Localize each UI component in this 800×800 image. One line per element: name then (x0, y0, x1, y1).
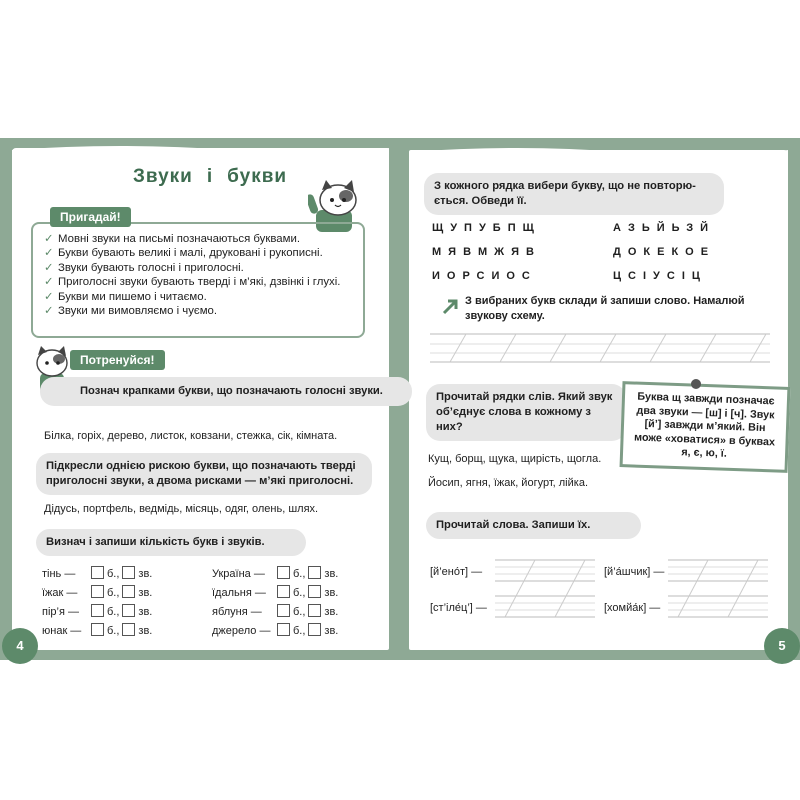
count-row: Україна — б., зв. (212, 568, 339, 580)
check-icon: ✓ (44, 276, 54, 289)
words-shch: Кущ, борщ, щука, щирість, щогла. (428, 453, 602, 465)
count-column-right (212, 566, 338, 638)
list-item: ✓ Букви бувають великі і малі, друковані і рукописні. (44, 247, 323, 260)
list-item: ✓ Звуки ми вимовляємо і чуємо. (44, 305, 218, 318)
count-row: джерело — б., зв. (212, 625, 339, 637)
check-icon: ✓ (44, 290, 54, 303)
letter-row: ЩУПУБПЩ (432, 222, 541, 234)
arrow-icon (441, 296, 461, 316)
letter-rows-right (613, 222, 715, 294)
task-write-words: Прочитай слова. Запиши їх. (426, 512, 641, 539)
transcription-item: [й’ено́т] — (430, 566, 483, 578)
practice-tag: Потренуйся! (70, 350, 165, 370)
remember-tag: Пригадай! (50, 207, 131, 227)
count-row: юнак — б., зв. (42, 625, 153, 637)
transcription-item: [ст’іле́ц’] — (430, 602, 487, 614)
count-row: їжак — б., зв. (42, 587, 153, 599)
count-column-left (42, 566, 152, 638)
sounds-count-checkbox[interactable] (122, 566, 135, 579)
transcription-item: [хомйа́к] — (604, 602, 661, 614)
letter-row: АЗЬЙЬЗЙ (613, 222, 716, 234)
letter-row: ИОРСИОС (432, 270, 537, 282)
task-letters: З кожного рядка вибери букву, що не повторю-ється. Обведи її. (424, 173, 724, 215)
count-row: яблуня — б., зв. (212, 606, 339, 618)
rules-list (44, 232, 358, 318)
letters-count-checkbox[interactable] (91, 585, 104, 598)
letter-row: МЯВМЖЯВ (432, 246, 541, 258)
sounds-count-checkbox[interactable] (122, 604, 135, 617)
words-consonants: Дідусь, портфель, ведмідь, місяць, одяг, олень, шлях. (44, 503, 319, 515)
count-row: пір’я — б., зв. (42, 606, 153, 618)
letter-row: ДОКЕКОЕ (613, 246, 716, 258)
list-item: ✓ Приголосні звуки бувають тверді і м’які, дзвінкі і глухі. (44, 276, 341, 289)
page-number-left: 4 (2, 628, 38, 664)
rule-note-card: Буква щ завжди позначає два звуки — [ш] і [ч]. Звук [й’] завжди м’який. Він може «ховатися» в буквах я, є, ю, ї. (620, 381, 791, 472)
page-title: Звуки і букви (133, 166, 288, 187)
letters-count-checkbox[interactable] (277, 585, 290, 598)
task-vowels: Познач крапками букви, що позначають голосні звуки. (40, 377, 412, 406)
letter-row: ЦСІУСІЦ (613, 270, 707, 282)
sounds-count-checkbox[interactable] (122, 623, 135, 636)
task-count: Визнач і запиши кількість букв і звуків. (36, 529, 306, 556)
check-icon: ✓ (44, 233, 54, 245)
sounds-count-checkbox[interactable] (122, 585, 135, 598)
letters-count-checkbox[interactable] (277, 604, 290, 617)
list-item: ✓ Звуки бувають голосні і приголосні. (44, 261, 244, 274)
writing-lines[interactable] (430, 330, 770, 364)
check-icon: ✓ (44, 261, 54, 274)
list-item: ✓ Мовні звуки на письмі позначаються буквами. (44, 233, 300, 245)
letters-count-checkbox[interactable] (91, 604, 104, 617)
sounds-count-checkbox[interactable] (308, 566, 321, 579)
list-item: ✓ Букви ми пишемо і читаємо. (44, 290, 207, 303)
sounds-count-checkbox[interactable] (308, 604, 321, 617)
sounds-count-checkbox[interactable] (308, 585, 321, 598)
count-row: їдальня — б., зв. (212, 587, 339, 599)
task-compose-word: З вибраних букв склади й запиши слово. Намалюй звукову схему. (465, 295, 745, 322)
transcription-item: [й’а́шчик] — (604, 566, 665, 578)
pin-icon (690, 378, 702, 390)
check-icon: ✓ (44, 247, 54, 260)
letter-rows-left (432, 222, 541, 294)
task-common-sound: Прочитай рядки слів. Який звук об’єднує слова в кожному з них? (426, 384, 626, 441)
writing-lines[interactable] (495, 558, 595, 620)
words-j: Йосип, ягня, їжак, йогурт, лійка. (428, 477, 588, 489)
check-icon: ✓ (44, 305, 54, 318)
letters-count-checkbox[interactable] (91, 623, 104, 636)
task-consonants: Підкресли однією рискою букви, що позначають тверді приголосні звуки, а двома рисками — м’які приголосні. (36, 453, 372, 495)
letters-count-checkbox[interactable] (277, 566, 290, 579)
letters-count-checkbox[interactable] (277, 623, 290, 636)
letters-count-checkbox[interactable] (91, 566, 104, 579)
page-number-right: 5 (764, 628, 800, 664)
words-vowels: Білка, горіх, дерево, листок, ковзани, стежка, сік, кімната. (44, 430, 338, 442)
sounds-count-checkbox[interactable] (308, 623, 321, 636)
writing-lines[interactable] (668, 558, 768, 620)
count-row: тінь — б., зв. (42, 568, 153, 580)
